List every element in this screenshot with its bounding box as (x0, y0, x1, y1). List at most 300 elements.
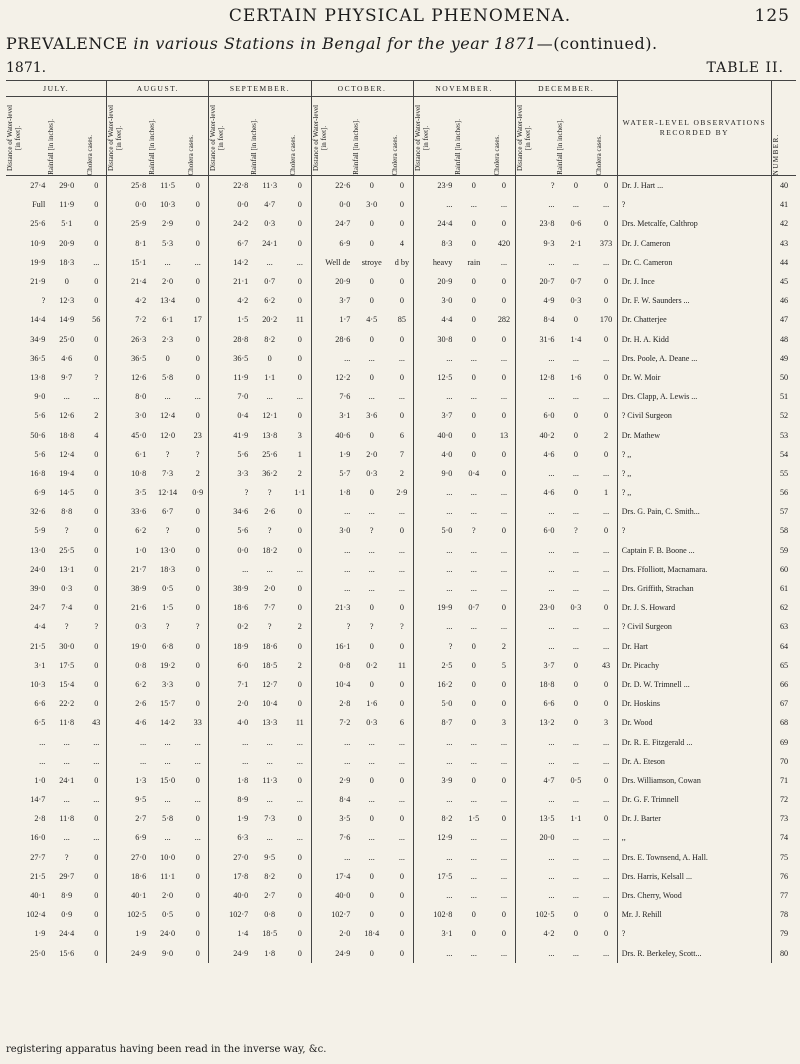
cholera-cell: ? (195, 449, 200, 459)
number-cell: 43 (772, 234, 796, 253)
table-row (6, 521, 796, 540)
cholera-cell: 0 (297, 603, 302, 613)
rainfall-cell: ... (572, 507, 579, 517)
water-level-cell: 1·9 (34, 929, 46, 939)
number-cell: 59 (772, 541, 796, 560)
water-level-cell: 40·0 (413, 425, 454, 444)
cholera-cell: 0 (195, 526, 200, 536)
water-level-cell: ... (515, 732, 556, 751)
number-cell: 51 (772, 387, 796, 406)
water-level-cell: 4·4 (413, 310, 454, 329)
rainfall-cell: ... (368, 737, 375, 747)
rainfall-cell: ... (572, 353, 579, 363)
cholera-cell: ... (500, 257, 508, 267)
water-level-cell: ... (515, 253, 556, 272)
number-cell: 70 (772, 752, 796, 771)
water-level-cell: 17·8 (209, 867, 250, 886)
water-level-cell: 8·9 (209, 790, 250, 809)
rainfall-cell: ? (472, 526, 476, 536)
cholera-header-label: Cholera cases. (187, 134, 196, 175)
water-level-cell: 12·8 (515, 368, 556, 387)
table-row (6, 425, 796, 444)
cholera-cell: 0 (604, 679, 609, 689)
water-level-cell: Well de (311, 253, 352, 272)
cholera-cell: 1 (297, 449, 302, 459)
rainfall-cell: 11·1 (160, 871, 175, 881)
rainfall-cell: 3·6 (366, 411, 378, 421)
water-level-cell: ... (515, 886, 556, 905)
water-level-cell: 0·0 (209, 541, 250, 560)
rainfall-cell: ? (165, 622, 170, 632)
cholera-cell: 0 (501, 277, 506, 287)
cholera-cell: 0 (94, 488, 99, 498)
rainfall-cell: 24·0 (160, 929, 176, 939)
water-level-cell: 6·9 (107, 828, 148, 847)
water-level-cell: 5·7 (311, 464, 352, 483)
cholera-cell: ... (93, 392, 100, 402)
cholera-cell: 0 (94, 181, 99, 191)
observer-cell: Drs. Griffith, Strachan (617, 579, 771, 598)
cholera-cell: 0 (297, 891, 302, 901)
rainfall-cell: 12·6 (59, 411, 75, 421)
table-row (6, 924, 796, 943)
rainfall-cell: 0 (573, 699, 578, 709)
rainfall-cell: 20·2 (262, 315, 278, 325)
observer-cell: Drs. Harris, Kelsall ... (617, 867, 771, 886)
water-level-cell: ... (515, 790, 556, 809)
table-row (6, 291, 796, 310)
water-level-cell: ... (413, 560, 454, 579)
cholera-cell: 0 (94, 277, 99, 287)
rainfall-cell: ? (267, 526, 272, 536)
observer-cell: Drs. G. Pain, C. Smith... (617, 502, 771, 521)
rainfall-cell: 0·7 (468, 603, 480, 613)
rainfall-cell: 11·3 (262, 181, 278, 191)
table-row (6, 579, 796, 598)
rainfall-cell: 6·1 (162, 315, 174, 325)
water-level-cell: ? (515, 176, 556, 196)
rainfall-cell: ... (63, 737, 70, 747)
water-level-cell: 0·0 (311, 195, 352, 214)
rainfall-cell: 14·9 (59, 315, 75, 325)
observer-cell: Drs. R. Berkeley, Scott... (617, 944, 771, 963)
water-level-cell: ... (311, 752, 352, 771)
rainfall-cell: 6·7 (162, 507, 174, 517)
rainfall-cell: 6·8 (162, 641, 174, 651)
water-level-cell: 7·6 (311, 387, 352, 406)
rainfall-cell: 0·3 (570, 296, 582, 306)
cholera-cell: 0 (501, 679, 506, 689)
cholera-cell: 1 (604, 488, 609, 498)
water-level-cell: ... (311, 349, 352, 368)
cholera-cell: ... (500, 795, 508, 805)
rainfall-cell: 0 (369, 277, 374, 287)
water-level-cell: 3·0 (413, 291, 454, 310)
observer-cell: Drs. E. Townsend, A. Hall. (617, 848, 771, 867)
water-level-cell: 39·0 (30, 584, 46, 594)
water-level-cell: ... (413, 579, 454, 598)
water-level-cell: ... (413, 541, 454, 560)
rainfall-cell: 25·5 (59, 545, 75, 555)
rainfall-cell: 0 (471, 929, 476, 939)
water-level-cell: 4·0 (209, 713, 250, 732)
rainfall-cell: 0 (471, 315, 476, 325)
cholera-cell: ... (602, 353, 610, 363)
rainfall-cell: 0 (369, 891, 374, 901)
rainfall-cell: 1·1 (264, 372, 276, 382)
rainfall-cell: 0·9 (61, 910, 73, 920)
cholera-cell: 0 (297, 238, 302, 248)
cholera-cell: ... (602, 257, 610, 267)
number-cell: 50 (772, 368, 796, 387)
cholera-cell: ... (194, 833, 201, 843)
rainfall-cell: 10·3 (160, 200, 176, 210)
cholera-cell: 0 (195, 852, 200, 862)
rainfall-cell: ... (266, 756, 273, 766)
rainfall-cell: ... (368, 584, 375, 594)
cholera-cell: 0 (297, 411, 302, 421)
water-level-cell: ... (311, 502, 352, 521)
rainfall-cell: 29·7 (59, 871, 75, 881)
cholera-cell: 0 (501, 699, 506, 709)
water-level-cell: 6·7 (209, 234, 250, 253)
water-level-cell: ... (515, 867, 556, 886)
number-cell: 46 (772, 291, 796, 310)
cholera-cell: 0 (94, 814, 99, 824)
table-row (6, 541, 796, 560)
cholera-cell: ... (500, 833, 508, 843)
rainfall-cell: ... (368, 564, 375, 574)
rainfall-cell: 15·0 (160, 775, 176, 785)
cholera-header-label: Cholera cases. (289, 134, 298, 175)
rainfall-cell: 0 (471, 334, 476, 344)
number-cell: 71 (772, 771, 796, 790)
rainfall-header (148, 97, 187, 176)
rainfall-cell: 0 (573, 449, 578, 459)
water-level-cell: 12·2 (311, 368, 352, 387)
rainfall-cell: ... (266, 392, 273, 402)
water-level-cell: 26·3 (107, 330, 148, 349)
water-level-cell: 1·8 (209, 771, 250, 790)
water-level-cell: 1·0 (34, 775, 46, 785)
number-cell: 48 (772, 330, 796, 349)
cholera-cell: 0 (399, 891, 404, 901)
table-row (6, 214, 796, 233)
water-level-cell: ... (311, 848, 352, 867)
cholera-cell: 0 (399, 526, 404, 536)
water-level-cell: ... (413, 195, 454, 214)
cholera-cell: 43 (92, 718, 101, 728)
cholera-cell: ... (602, 641, 610, 651)
water-level-cell: 25·6 (30, 219, 46, 229)
water-level-cell: 2·0 (209, 694, 250, 713)
cholera-cell: 0 (195, 584, 200, 594)
water-level-cell: 23·8 (515, 214, 556, 233)
rainfall-cell: 11·8 (59, 718, 75, 728)
rainfall-cell: 9·5 (264, 852, 276, 862)
water-level-cell: 4·7 (515, 771, 556, 790)
number-cell: 80 (772, 944, 796, 963)
cholera-cell: 282 (497, 315, 511, 325)
cholera-cell: 33 (193, 718, 202, 728)
water-level-cell: 6·9 (311, 234, 352, 253)
water-level-cell: 34·6 (209, 502, 250, 521)
rainfall-cell: 0·5 (162, 584, 174, 594)
cholera-cell: 0 (501, 775, 506, 785)
cholera-cell: 0 (94, 775, 99, 785)
observer-cell: Dr. Picachy (617, 656, 771, 675)
observer-cell: Dr. J. S. Howard (617, 598, 771, 617)
cholera-cell: 2 (195, 468, 200, 478)
cholera-cell: 7 (399, 449, 404, 459)
water-level-cell: ... (515, 617, 556, 636)
number-cell: 66 (772, 675, 796, 694)
rainfall-cell: 18·3 (59, 257, 75, 267)
water-level-cell: 17·5 (413, 867, 454, 886)
water-level-cell: 6·9 (34, 488, 46, 498)
rainfall-cell: 0 (165, 353, 170, 363)
number-cell: 67 (772, 694, 796, 713)
water-level-cell: 36·5 (107, 349, 148, 368)
distance-header-label: Distance of Water-level [in feet]. (413, 104, 430, 171)
observer-cell: Dr. Hart (617, 637, 771, 656)
cholera-cell: 0 (604, 181, 609, 191)
cholera-cell: 0 (604, 277, 609, 287)
caption-suffix: —(continued). (536, 34, 658, 53)
cholera-cell: 0 (399, 334, 404, 344)
cholera-cell: 0 (297, 679, 302, 689)
observer-cell: Dr. W. Moir (617, 368, 771, 387)
cholera-cell: ... (194, 392, 201, 402)
rainfall-cell: 2·3 (162, 334, 174, 344)
water-level-cell: ... (515, 502, 556, 521)
water-level-cell: 2·8 (34, 814, 46, 824)
cholera-cell: 0 (94, 238, 99, 248)
cholera-cell: 0 (195, 200, 200, 210)
table-year: 1871. (6, 60, 47, 76)
table-row (6, 617, 796, 636)
table-row (6, 886, 796, 905)
cholera-cell: 0 (297, 277, 302, 287)
cholera-cell: 0 (94, 449, 99, 459)
water-level-cell: 9·0 (34, 392, 46, 402)
water-level-cell: 3·1 (413, 924, 454, 943)
cholera-cell: 0 (195, 603, 200, 613)
water-level-cell: 2·0 (311, 924, 352, 943)
rainfall-cell: 0 (471, 430, 476, 440)
cholera-cell: 6 (399, 430, 404, 440)
cholera-cell: 0 (195, 660, 200, 670)
cholera-cell: 0 (604, 411, 609, 421)
cholera-cell: 0 (297, 775, 302, 785)
water-level-cell: 3·3 (209, 464, 250, 483)
number-cell: 65 (772, 656, 796, 675)
table-row (6, 675, 796, 694)
cholera-cell: 0 (94, 584, 99, 594)
table-row (6, 272, 796, 291)
water-level-cell: ... (311, 560, 352, 579)
rainfall-header (556, 97, 595, 176)
cholera-cell: ... (93, 795, 100, 805)
rainfall-cell: rain (467, 257, 481, 267)
cholera-cell: 0 (604, 775, 609, 785)
water-level-cell: 6·0 (515, 406, 556, 425)
rainfall-cell: 0 (573, 929, 578, 939)
rainfall-cell: 0 (267, 353, 272, 363)
cholera-cell: 0 (604, 929, 609, 939)
rainfall-cell: 24·1 (262, 238, 278, 248)
water-level-cell: 21·7 (107, 560, 148, 579)
cholera-cell: 0 (94, 852, 99, 862)
rainfall-cell: ? (369, 526, 374, 536)
rainfall-cell: 0 (471, 910, 476, 920)
distance-header-label: Distance of Water-level [in feet]. (311, 104, 328, 171)
cholera-cell: 0 (399, 775, 404, 785)
rainfall-cell: 0 (471, 699, 476, 709)
water-level-cell: ... (209, 732, 250, 751)
water-level-cell: 40·0 (209, 886, 250, 905)
data-table (6, 80, 796, 963)
cholera-cell: 0 (94, 526, 99, 536)
table-row (6, 828, 796, 847)
cholera-cell: 0 (297, 200, 302, 210)
cholera-cell: 0 (195, 929, 200, 939)
observer-cell: ? Civil Surgeon (617, 617, 771, 636)
rainfall-cell: 13·1 (59, 564, 75, 574)
observer-cell: Dr. Wood (617, 713, 771, 732)
rainfall-cell: 12·4 (59, 449, 75, 459)
number-header (772, 81, 796, 176)
running-head (0, 6, 800, 28)
water-level-cell: ... (413, 483, 454, 502)
table-row (6, 790, 796, 809)
cholera-cell: 373 (599, 238, 613, 248)
water-level-cell: 40·1 (30, 891, 46, 901)
rainfall-cell: 12·3 (59, 296, 75, 306)
cholera-cell: ... (500, 507, 508, 517)
rainfall-cell: 7·3 (162, 468, 174, 478)
cholera-cell: ... (398, 756, 405, 766)
cholera-header (391, 97, 413, 176)
water-level-cell: 7·0 (209, 387, 250, 406)
water-level-cell: 40·0 (311, 886, 352, 905)
rainfall-cell: ... (368, 852, 375, 862)
distance-header (6, 97, 47, 176)
rainfall-cell: 6·2 (264, 296, 276, 306)
rainfall-cell: ... (572, 200, 579, 210)
cholera-cell: ... (602, 948, 610, 958)
water-level-cell: 16·8 (30, 468, 46, 478)
water-level-cell: 4·2 (515, 924, 556, 943)
cholera-cell: ... (93, 756, 100, 766)
table-row (6, 368, 796, 387)
rainfall-cell: 25·0 (59, 334, 75, 344)
water-level-cell: 9·5 (107, 790, 148, 809)
cholera-cell: 0 (399, 372, 404, 382)
number-cell: 47 (772, 310, 796, 329)
water-level-cell: ... (311, 541, 352, 560)
table-row (6, 330, 796, 349)
distance-header-label: Distance of Water-level [in feet]. (515, 104, 532, 171)
table-row (6, 310, 796, 329)
rainfall-header (250, 97, 289, 176)
rainfall-cell: ? (165, 449, 170, 459)
cholera-cell: 0 (501, 929, 506, 939)
cholera-cell: 0 (297, 871, 302, 881)
cholera-cell: ... (194, 795, 201, 805)
cholera-cell: ... (500, 756, 508, 766)
rainfall-cell: ... (164, 756, 171, 766)
rainfall-header-label: Rainfall [in inches]. (454, 119, 463, 175)
number-cell: 53 (772, 425, 796, 444)
water-level-cell: 6·5 (34, 718, 46, 728)
rainfall-cell: ... (572, 833, 579, 843)
rainfall-cell: ... (572, 468, 579, 478)
number-cell: 60 (772, 560, 796, 579)
rainfall-cell: 0 (573, 181, 578, 191)
cholera-cell: 0 (501, 603, 506, 613)
cholera-cell: 2 (501, 641, 506, 651)
water-level-cell: 10·4 (311, 675, 352, 694)
number-cell: 64 (772, 637, 796, 656)
rainfall-cell: 0·5 (570, 775, 582, 785)
cholera-cell: ... (602, 833, 610, 843)
cholera-cell: 0 (501, 526, 506, 536)
table-label: TABLE II. (706, 60, 784, 76)
cholera-cell: 0 (297, 910, 302, 920)
rainfall-cell: ... (368, 392, 375, 402)
water-level-cell: ... (515, 637, 556, 656)
cholera-cell: 0 (399, 814, 404, 824)
water-level-cell: 10·9 (30, 238, 46, 248)
rainfall-cell: 12·1 (262, 411, 278, 421)
cholera-cell: ... (93, 833, 100, 843)
cholera-cell: 0 (297, 699, 302, 709)
table-row (6, 387, 796, 406)
rainfall-cell: 5·8 (162, 814, 174, 824)
water-level-cell: ... (515, 349, 556, 368)
table-row (6, 848, 796, 867)
rainfall-cell: 0 (471, 238, 476, 248)
water-level-cell: 25·0 (30, 948, 46, 958)
cholera-cell: ... (194, 737, 201, 747)
water-level-cell: 0·0 (107, 195, 148, 214)
table-row (6, 464, 796, 483)
rainfall-cell: 0 (573, 910, 578, 920)
rainfall-cell: 4·6 (61, 353, 73, 363)
distance-header (515, 97, 556, 176)
rainfall-cell: ... (470, 392, 477, 402)
cholera-cell: 0 (94, 545, 99, 555)
rainfall-cell: 13·4 (160, 296, 176, 306)
water-level-cell: 8·4 (515, 310, 556, 329)
cholera-cell: ... (296, 564, 303, 574)
water-level-cell: 7·6 (311, 828, 352, 847)
cholera-cell: 0 (195, 775, 200, 785)
rainfall-cell: stroye (361, 257, 382, 267)
rainfall-cell: 4·5 (366, 315, 378, 325)
rainfall-cell: ... (470, 948, 477, 958)
rainfall-cell: ... (572, 756, 579, 766)
rainfall-cell: 0 (369, 238, 374, 248)
rainfall-cell: ... (470, 737, 477, 747)
water-level-cell: 24·9 (107, 944, 148, 963)
cholera-cell: 0 (297, 181, 302, 191)
rainfall-cell: ... (368, 795, 375, 805)
rainfall-header-label: Rainfall [in inches]. (556, 119, 565, 175)
cholera-cell: 0 (94, 910, 99, 920)
observer-cell: Dr. R. E. Fitzgerald ... (617, 732, 771, 751)
